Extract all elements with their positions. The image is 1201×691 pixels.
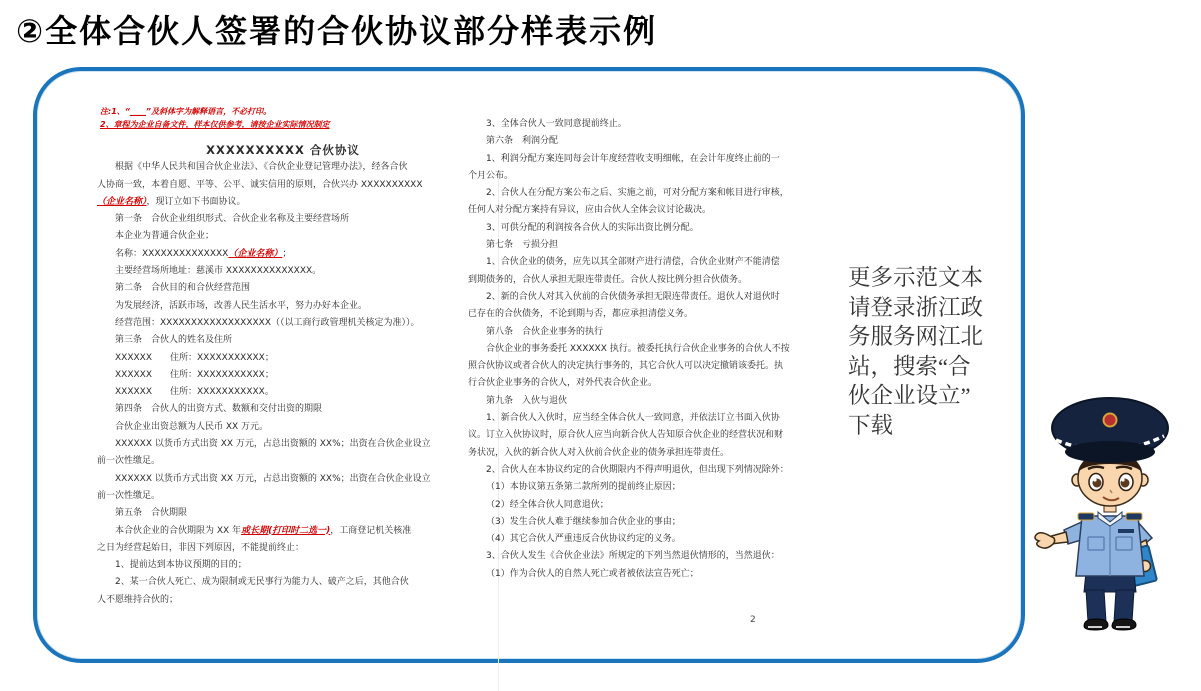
officer-cap-icon xyxy=(1052,398,1168,463)
text-line: 已存在的合伙债务，不论到期与否，都应承担清偿义务。 xyxy=(468,309,694,320)
text-line: 之日为经营起始日，非因下列原因，不能提前终止： xyxy=(97,542,305,553)
text-line: XXXXXXXXXX 合伙协议 xyxy=(206,143,360,157)
text-line: 请登录浙江政 xyxy=(848,294,984,320)
text-line: 根据《中华人民共和国合伙企业法》、《合伙企业登记管理办法》，经各合伙 xyxy=(115,162,408,173)
mascot-pants xyxy=(1084,572,1136,622)
text-line: 2、合伙人在本协议约定的合伙期限内不得声明退伙，但出现下列情况除外： xyxy=(486,464,789,475)
page-title: ②全体合伙人签署的合伙协议部分样表示例 xyxy=(16,12,658,50)
text-line: 为发展经济，活跃市场，改善人民生活水平，努力办好本企业。 xyxy=(115,300,368,311)
text-line: 更多示范文本 xyxy=(848,265,984,290)
text-line: 1、新合伙人入伙时，应当经全体合伙人一致同意，并依法订立书面入伙协 xyxy=(486,413,780,424)
document-column-1 xyxy=(97,142,469,609)
text-line: 下载 xyxy=(848,412,894,438)
text-line: 2、某一合伙人死亡、成为限制或无民事行为能力人、破产之后，其他合伙 xyxy=(115,577,409,588)
document-column-2 xyxy=(468,116,840,583)
text-line: （1）作为合伙人的自然人死亡或者被依法宣告死亡； xyxy=(486,568,699,579)
text-line: 本企业为普通合伙企业； xyxy=(115,231,215,242)
text-line: 3、全体合伙人一致同意提前终止。 xyxy=(486,119,627,129)
text-line: 1、利润分配方案连同每会计年度经营收支明细帐，在会计年度终止前的一 xyxy=(486,153,780,164)
text-line: XXXXXX 住所：XXXXXXXXXXX； xyxy=(115,369,274,380)
text-line: 2、章程为企业自备文件，样本仅供参考，请按企业实际情况制定 xyxy=(100,119,330,129)
text-line: 本合伙企业的合伙期限为 XX 年或长期(打印时二选一)，工商登记机关核准 xyxy=(115,525,412,536)
side-note xyxy=(848,263,1023,440)
text-line: 名称：XXXXXXXXXXXXXX（企业名称）； xyxy=(115,248,292,259)
officer-mascot-icon xyxy=(1028,390,1190,632)
document-page-number: 2 xyxy=(750,615,756,625)
text-line: 第四条 合伙人的出资方式、数额和交付出资的期限 xyxy=(115,404,323,415)
mascot-shirt xyxy=(1076,512,1144,576)
text-line: 人协商一致，本着自愿、平等、公平、诚实信用的原则，合伙兴办 XXXXXXXXXX xyxy=(97,179,423,190)
text-line: 伙企业设立” xyxy=(848,383,971,408)
name-badge xyxy=(1118,529,1134,533)
text-line: 1、提前达到本协议预期的目的； xyxy=(115,560,247,571)
text-line: 第六条 利润分配 xyxy=(486,136,559,147)
text-line: 个月公布。 xyxy=(468,170,514,181)
text-line: 任何人对分配方案持有异议，应由合伙人全体会议讨论裁决。 xyxy=(468,205,712,216)
text-line: XXXXXX 住所：XXXXXXXXXXX。 xyxy=(115,387,274,398)
epaulette-left xyxy=(1078,513,1094,520)
text-line: 第七条 亏损分担 xyxy=(486,240,559,251)
text-line: 照合伙协议或者合伙人的决定执行事务的，其它合伙人可以决定撤销该委托。执 xyxy=(468,361,784,372)
text-line: （1）本协议第五条第二款所列的提前终止原因； xyxy=(486,482,681,493)
text-line: 站，搜索“合 xyxy=(848,353,971,379)
cap-emblem-icon xyxy=(1104,414,1117,427)
text-line: 3、可供分配的利润按各合伙人的实际出资比例分配。 xyxy=(486,222,699,233)
text-line: （企业名称），现订立如下书面协议。 xyxy=(97,196,246,207)
text-line: 经营范围：XXXXXXXXXXXXXXXXXX（（以工商行政管理机关核定为准））。 xyxy=(115,317,420,328)
text-line: 合伙企业出资总额为人民币 XX 万元。 xyxy=(115,421,269,432)
text-line: 第五条 合伙期限 xyxy=(115,508,188,519)
text-line: 3、合伙人发生《合伙企业法》所规定的下列当然退伙情形的，当然退伙： xyxy=(486,551,780,562)
text-line: 第二条 合伙目的和合伙经营范围 xyxy=(115,283,251,294)
text-line: 1、合伙企业的债务，应先以其全部财产进行清偿，合伙企业财产不能清偿 xyxy=(486,257,780,268)
text-line: （4）其它合伙人严重违反合伙协议约定的义务。 xyxy=(486,534,681,545)
text-line: 注:1、“____”及斜体字为解释语言，不必打印。 xyxy=(100,107,272,116)
text-line: 2、合伙人在分配方案公布之后、实施之前，可对分配方案和帐目进行审核， xyxy=(486,188,789,199)
text-line: 到期债务的，合伙人承担无限连带责任。合伙人按比例分担合伙债务。 xyxy=(468,274,748,285)
text-line: 2、新的合伙人对其入伙前的合伙债务承担无限连带责任。退伙人对退伙时 xyxy=(486,291,780,302)
text-line: 第八条 合伙企业事务的执行 xyxy=(486,326,604,337)
text-line: 第一条 合伙企业组织形式、合伙企业名称及主要经营场所 xyxy=(115,214,350,225)
text-line: 务服务网江北 xyxy=(848,324,984,349)
officer-mascot-illustration xyxy=(1028,390,1190,632)
text-line: （3）发生合伙人难于继续参加合伙企业的事由； xyxy=(486,516,681,527)
epaulette-right xyxy=(1126,513,1142,520)
text-line: 第九条 入伙与退伙 xyxy=(486,395,568,406)
text-line: （2）经全体合伙人同意退伙； xyxy=(486,499,609,510)
text-line: 主要经营场所地址：慈溪市 XXXXXXXXXXXXXX。 xyxy=(115,266,322,277)
text-line: XXXXXX 住所：XXXXXXXXXXX； xyxy=(115,352,274,363)
text-line: 议。订立入伙协议时，原合伙人应当向新合伙人告知原合伙企业的经营状况和财 xyxy=(468,430,784,441)
text-line: 人不愿维持合伙的； xyxy=(97,594,179,605)
text-line: 前一次性缴足。 xyxy=(97,490,161,501)
text-line: 前一次性缴足。 xyxy=(97,456,161,467)
text-line: 行合伙企业事务的合伙人，对外代表合伙企业。 xyxy=(468,378,658,389)
text-line: 合伙企业的事务委托 XXXXXX 执行。被委托执行合伙企业事务的合伙人不按 xyxy=(486,343,790,354)
text-line: 务状况，入伙的新合伙人对入伙前合伙企业的债务承担连带责任。 xyxy=(468,447,730,458)
text-line: XXXXXX 以货币方式出资 XX 万元，占总出资额的 XX%；出资在合伙企业设立 xyxy=(115,473,431,484)
text-line: XXXXXX 以货币方式出资 XX 万元，占总出资额的 XX%；出资在合伙企业设立 xyxy=(115,439,431,450)
mascot-shoes xyxy=(1084,619,1136,630)
text-line: 第三条 合伙人的姓名及住所 xyxy=(115,335,233,346)
document-notes xyxy=(100,106,460,131)
